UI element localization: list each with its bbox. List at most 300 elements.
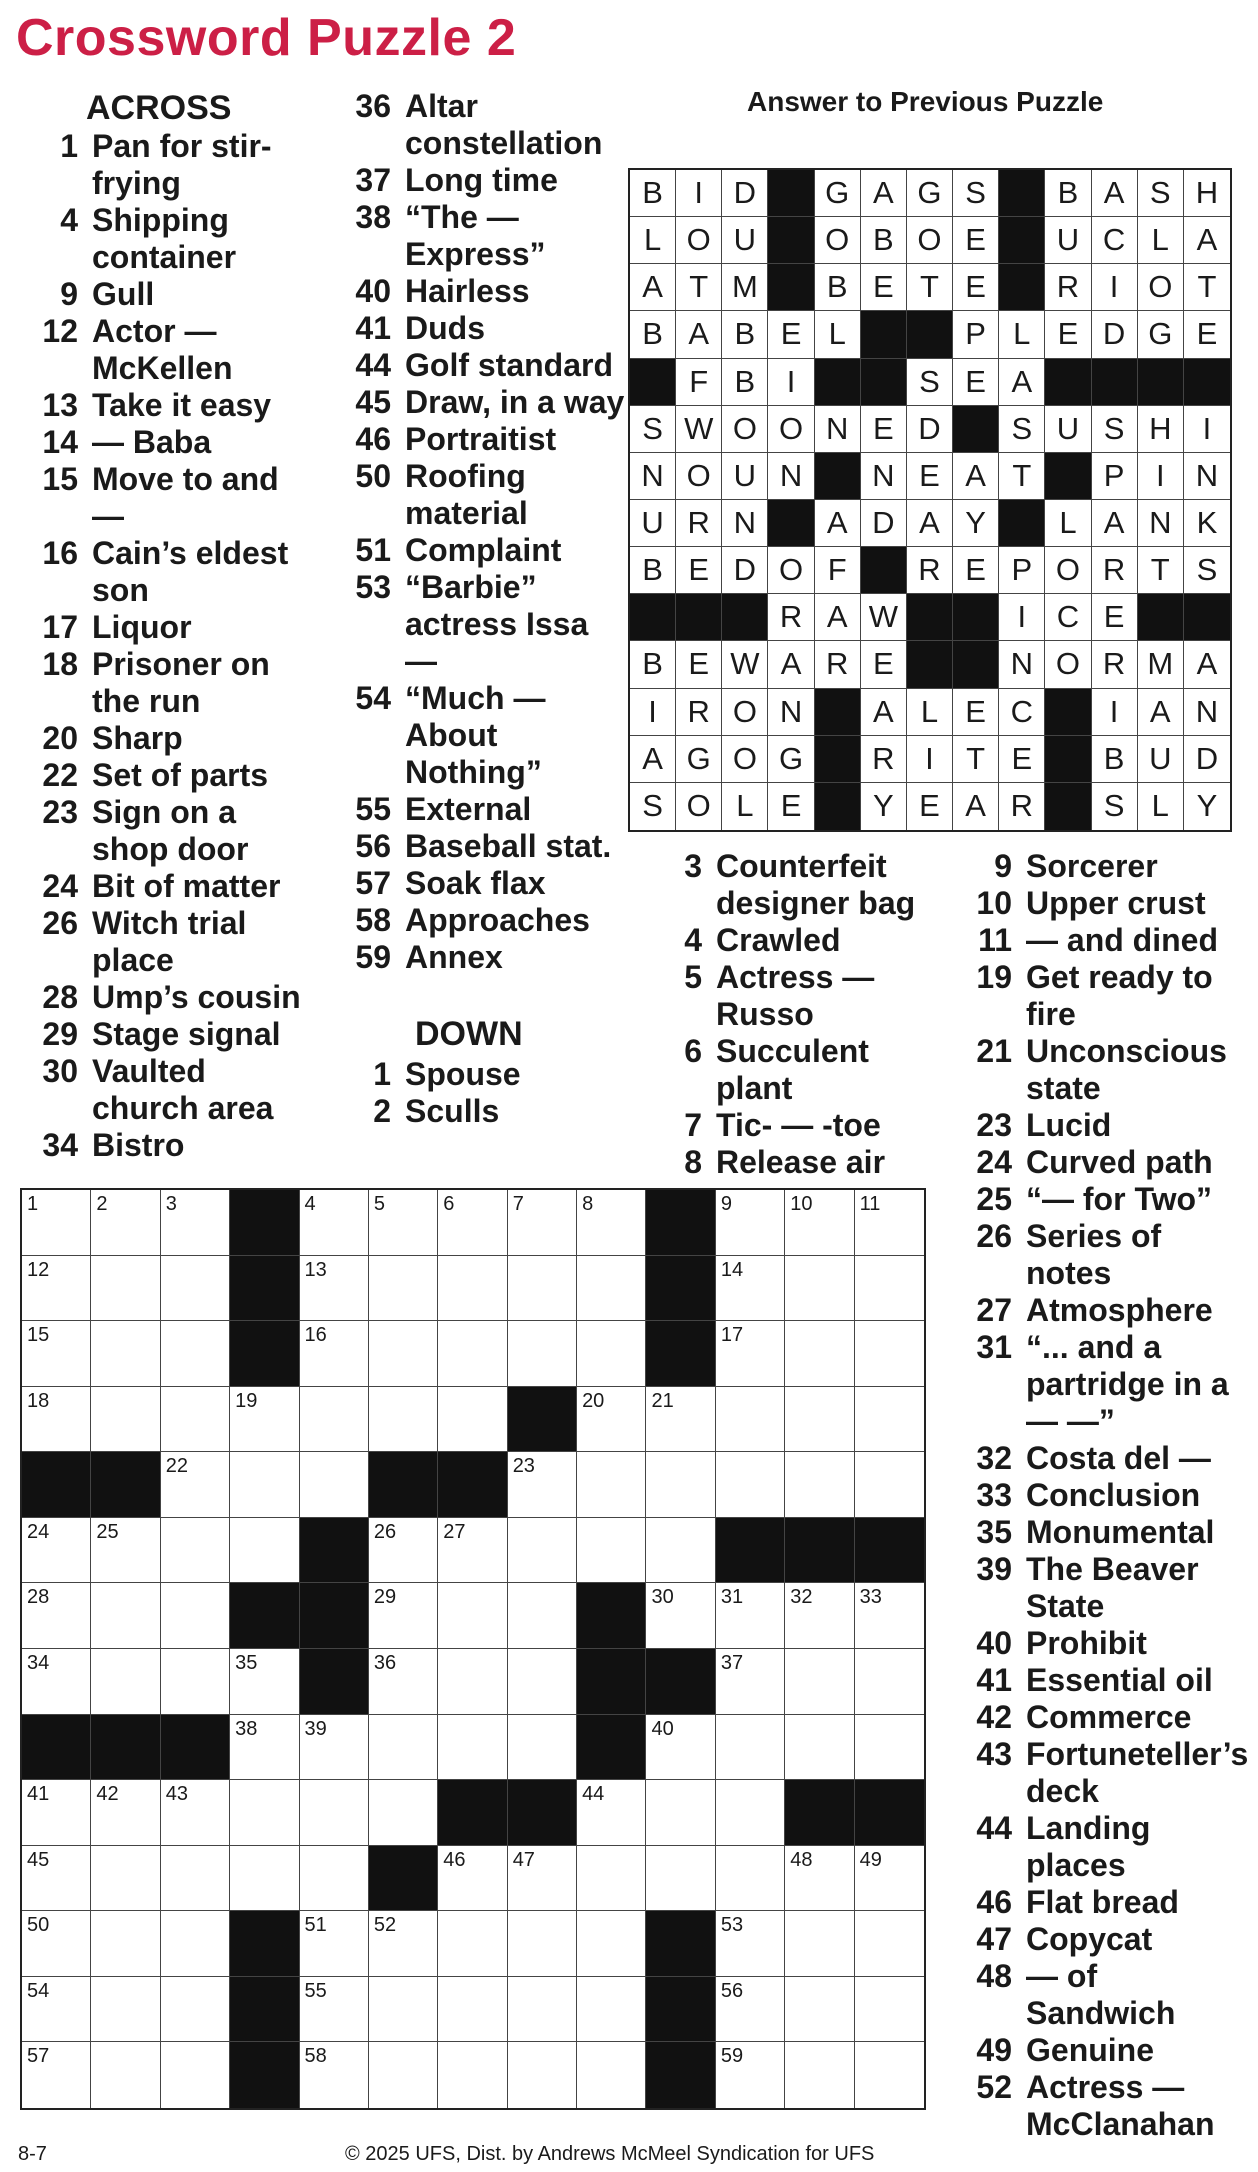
cell-number: 35 [235, 1651, 258, 1674]
grid-cell[interactable] [716, 1977, 785, 2043]
grid-cell[interactable] [230, 1846, 299, 1912]
cell-number: 34 [27, 1651, 50, 1674]
cell-number: 30 [651, 1586, 674, 1609]
clue-item [327, 828, 627, 865]
answer-cell: I [999, 594, 1045, 641]
grid-cell[interactable] [22, 1387, 91, 1453]
clue-item [327, 384, 627, 421]
cell-number: 24 [27, 1520, 50, 1543]
clue-text: Ump’s cousin [92, 979, 301, 1015]
grid-block [508, 1780, 577, 1846]
grid-cell[interactable] [855, 1715, 924, 1781]
grid-cell[interactable] [785, 1321, 854, 1387]
grid-cell[interactable] [369, 1387, 438, 1453]
grid-cell[interactable] [855, 1256, 924, 1322]
grid-cell[interactable] [369, 1649, 438, 1715]
clue-number: 26 [976, 1218, 1012, 1254]
grid-cell[interactable] [300, 1846, 369, 1912]
grid-cell[interactable] [230, 1452, 299, 1518]
grid-cell[interactable] [785, 1583, 854, 1649]
grid-cell[interactable] [369, 1256, 438, 1322]
clue-item [14, 1016, 314, 1053]
cell-number: 29 [373, 1586, 397, 1609]
grid-cell[interactable] [22, 1780, 91, 1846]
answer-cell: G [676, 736, 722, 783]
answer-cell: S [953, 170, 999, 217]
grid-cell[interactable] [300, 1911, 369, 1977]
answer-cell: B [630, 547, 676, 594]
grid-cell[interactable] [161, 1583, 230, 1649]
grid-cell[interactable] [855, 1387, 924, 1453]
clue-text: Actor — McKellen [92, 313, 233, 386]
grid-cell[interactable] [161, 1256, 230, 1322]
grid-cell[interactable] [577, 1321, 646, 1387]
grid-cell[interactable] [438, 1321, 507, 1387]
grid-cell[interactable] [91, 1780, 160, 1846]
answer-cell: R [1045, 264, 1091, 311]
cell-number: 22 [165, 1455, 189, 1478]
cell-number: 2 [96, 1193, 108, 1215]
cell-number: 41 [27, 1783, 50, 1806]
grid-cell[interactable] [300, 1387, 369, 1453]
grid-cell[interactable] [716, 1321, 785, 1387]
grid-cell[interactable] [508, 2042, 577, 2108]
grid-cell[interactable] [161, 1190, 230, 1256]
down-column-3 [948, 848, 1253, 2143]
clue-text: Release air [716, 1144, 886, 1180]
answer-cell: A [630, 264, 676, 311]
cell-number: 19 [235, 1389, 258, 1412]
clue-item [327, 939, 627, 976]
grid-cell[interactable] [855, 1846, 924, 1912]
answer-cell: L [1138, 217, 1184, 264]
grid-cell[interactable] [577, 1387, 646, 1453]
grid-block [300, 1649, 369, 1715]
grid-cell[interactable] [855, 1190, 924, 1256]
answer-cell: K [1184, 500, 1230, 547]
grid-cell[interactable] [785, 1977, 854, 2043]
clue-text: Sorcerer [1026, 848, 1158, 884]
grid-cell[interactable] [161, 1649, 230, 1715]
grid-cell[interactable] [438, 1190, 507, 1256]
cell-number: 32 [790, 1586, 813, 1609]
grid-cell[interactable] [577, 1518, 646, 1584]
grid-cell[interactable] [716, 1715, 785, 1781]
grid-cell[interactable] [716, 2042, 785, 2108]
grid-cell[interactable] [161, 2042, 230, 2108]
grid-cell[interactable] [855, 1911, 924, 1977]
grid-block [369, 1846, 438, 1912]
grid-cell[interactable] [716, 1387, 785, 1453]
answer-cell: W [676, 406, 722, 453]
grid-cell[interactable] [785, 1387, 854, 1453]
grid-cell[interactable] [300, 1780, 369, 1846]
grid-cell[interactable] [508, 1977, 577, 2043]
grid-cell[interactable] [230, 1649, 299, 1715]
grid-cell[interactable] [855, 1977, 924, 2043]
grid-cell[interactable] [716, 1780, 785, 1846]
grid-cell[interactable] [577, 1911, 646, 1977]
clue-item [327, 791, 627, 828]
clue-item [948, 1477, 1253, 1514]
grid-cell[interactable] [855, 1321, 924, 1387]
grid-cell[interactable] [785, 1649, 854, 1715]
clue-number: 9 [994, 848, 1012, 884]
answer-heading: Answer to Previous Puzzle [747, 86, 1104, 117]
grid-cell[interactable] [646, 1780, 715, 1846]
grid-cell[interactable] [91, 1518, 160, 1584]
cell-number: 38 [235, 1717, 258, 1740]
grid-cell[interactable] [577, 1256, 646, 1322]
grid-cell[interactable] [161, 1452, 230, 1518]
clue-item [948, 2032, 1253, 2069]
grid-cell[interactable] [855, 1649, 924, 1715]
grid-cell[interactable] [438, 1649, 507, 1715]
clue-number: 42 [976, 1699, 1012, 1735]
clue-item [948, 922, 1253, 959]
grid-cell[interactable] [438, 1977, 507, 2043]
clue-text: “Barbie” actress Issa — [405, 569, 589, 679]
grid-cell[interactable] [91, 1846, 160, 1912]
answer-cell: E [861, 264, 907, 311]
grid-cell[interactable] [855, 1583, 924, 1649]
cell-number: 5 [373, 1193, 386, 1215]
grid-cell[interactable] [646, 1452, 715, 1518]
cell-number: 15 [27, 1324, 50, 1347]
clue-text: Spouse [405, 1056, 521, 1092]
clue-number: 20 [42, 720, 78, 756]
grid-cell[interactable] [577, 1190, 646, 1256]
grid-cell[interactable] [22, 1583, 91, 1649]
clue-number: 22 [42, 757, 78, 793]
grid-cell[interactable] [22, 1321, 91, 1387]
grid-cell[interactable] [22, 1649, 91, 1715]
grid-cell[interactable] [22, 1190, 91, 1256]
clue-number: 4 [60, 202, 78, 238]
answer-cell: E [953, 217, 999, 264]
clue-item [327, 680, 627, 791]
grid-cell[interactable] [300, 1715, 369, 1781]
grid-cell[interactable] [716, 1256, 785, 1322]
grid-cell[interactable] [369, 1321, 438, 1387]
grid-cell[interactable] [91, 1321, 160, 1387]
answer-cell: R [676, 689, 722, 736]
answer-cell: E [907, 453, 953, 500]
grid-cell[interactable] [785, 1715, 854, 1781]
cell-number: 23 [512, 1455, 535, 1478]
clue-number: 19 [976, 959, 1012, 995]
grid-cell[interactable] [369, 1190, 438, 1256]
grid-cell[interactable] [785, 1190, 854, 1256]
across-clue-list-2 [327, 88, 627, 976]
answer-cell: G [768, 736, 814, 783]
clue-text: “... and a partridge in a — —” [1026, 1329, 1229, 1439]
answer-cell: C [999, 689, 1045, 736]
answer-cell: G [815, 170, 861, 217]
answer-cell: E [953, 689, 999, 736]
cell-number: 18 [27, 1389, 50, 1412]
grid-cell[interactable] [300, 2042, 369, 2108]
grid-block [230, 1977, 299, 2043]
answer-cell: I [907, 736, 953, 783]
grid-cell[interactable] [369, 1715, 438, 1781]
grid-cell[interactable] [577, 1846, 646, 1912]
grid-cell[interactable] [438, 1846, 507, 1912]
grid-cell[interactable] [230, 1387, 299, 1453]
clue-text: Counterfeit designer bag [716, 848, 916, 921]
grid-cell[interactable] [369, 1911, 438, 1977]
grid-cell[interactable] [716, 1911, 785, 1977]
answer-cell: D [861, 500, 907, 547]
clue-text: Move to and — [92, 461, 279, 534]
grid-cell[interactable] [230, 1780, 299, 1846]
grid-cell[interactable] [161, 1780, 230, 1846]
answer-block [722, 594, 768, 641]
clue-number: 41 [976, 1662, 1012, 1698]
answer-cell: L [1045, 500, 1091, 547]
grid-cell[interactable] [22, 2042, 91, 2108]
answer-cell: S [1138, 170, 1184, 217]
answer-cell: N [630, 453, 676, 500]
clue-text: Actress — Russo [716, 959, 875, 1032]
grid-cell[interactable] [716, 1452, 785, 1518]
cell-number: 4 [304, 1193, 316, 1215]
grid-cell[interactable] [369, 1583, 438, 1649]
answer-block [861, 359, 907, 406]
cell-number: 57 [27, 2045, 50, 2068]
grid-cell[interactable] [577, 1977, 646, 2043]
grid-cell[interactable] [161, 1387, 230, 1453]
grid-cell[interactable] [716, 1190, 785, 1256]
grid-cell[interactable] [508, 1256, 577, 1322]
grid-cell[interactable] [508, 1518, 577, 1584]
grid-cell[interactable] [369, 2042, 438, 2108]
clue-number: 4 [684, 922, 702, 958]
answer-cell: N [999, 641, 1045, 688]
answer-cell: O [1045, 641, 1091, 688]
grid-cell[interactable] [300, 1190, 369, 1256]
grid-cell[interactable] [577, 1452, 646, 1518]
answer-cell: N [768, 689, 814, 736]
answer-cell: A [815, 500, 861, 547]
grid-cell[interactable] [508, 1846, 577, 1912]
grid-cell[interactable] [230, 1518, 299, 1584]
cell-number: 56 [720, 1979, 744, 2002]
answer-block [768, 500, 814, 547]
grid-cell[interactable] [646, 1846, 715, 1912]
grid-cell[interactable] [22, 1518, 91, 1584]
grid-block [855, 1780, 924, 1846]
clue-text: Conclusion [1026, 1477, 1201, 1513]
answer-block [630, 594, 676, 641]
answer-block [1092, 359, 1138, 406]
grid-cell[interactable] [646, 1518, 715, 1584]
answer-cell: R [815, 641, 861, 688]
grid-cell[interactable] [91, 1911, 160, 1977]
grid-cell[interactable] [91, 1256, 160, 1322]
grid-cell[interactable] [91, 1387, 160, 1453]
grid-cell[interactable] [369, 1518, 438, 1584]
grid-cell[interactable] [300, 1256, 369, 1322]
grid-cell[interactable] [577, 2042, 646, 2108]
answer-cell: E [861, 641, 907, 688]
grid-cell[interactable] [785, 1846, 854, 1912]
grid-cell[interactable] [438, 1256, 507, 1322]
grid-cell[interactable] [22, 1977, 91, 2043]
grid-cell[interactable] [438, 1518, 507, 1584]
answer-cell: I [1092, 689, 1138, 736]
grid-cell[interactable] [508, 1583, 577, 1649]
answer-cell: N [1138, 500, 1184, 547]
answer-cell: B [1045, 170, 1091, 217]
grid-cell[interactable] [91, 2042, 160, 2108]
grid-block [646, 1256, 715, 1322]
grid-cell[interactable] [438, 1583, 507, 1649]
answer-cell: P [1092, 453, 1138, 500]
grid-cell[interactable] [369, 1780, 438, 1846]
grid-cell[interactable] [785, 1911, 854, 1977]
clue-number: 29 [42, 1016, 78, 1052]
grid-cell[interactable] [438, 1911, 507, 1977]
grid-cell[interactable] [161, 1911, 230, 1977]
clue-number: 38 [355, 199, 391, 235]
grid-cell[interactable] [855, 2042, 924, 2108]
clue-item [638, 1144, 938, 1181]
clue-text: Approaches [405, 902, 590, 938]
grid-cell[interactable] [785, 2042, 854, 2108]
grid-cell[interactable] [369, 1977, 438, 2043]
grid-cell[interactable] [91, 1190, 160, 1256]
clue-item [948, 1884, 1253, 1921]
grid-cell[interactable] [438, 2042, 507, 2108]
clue-text: Copycat [1026, 1921, 1153, 1957]
clue-item [948, 1514, 1253, 1551]
grid-cell[interactable] [161, 1977, 230, 2043]
grid-cell[interactable] [161, 1321, 230, 1387]
grid-cell[interactable] [716, 1583, 785, 1649]
clue-number: 46 [355, 421, 391, 457]
grid-cell[interactable] [161, 1846, 230, 1912]
clue-number: 44 [976, 1810, 1012, 1846]
grid-cell[interactable] [508, 1190, 577, 1256]
answer-cell: E [1092, 594, 1138, 641]
clue-text: Annex [405, 939, 503, 975]
answer-cell: O [1138, 264, 1184, 311]
clue-number: 24 [42, 868, 78, 904]
answer-block [861, 547, 907, 594]
grid-cell[interactable] [300, 1977, 369, 2043]
grid-cell[interactable] [300, 1452, 369, 1518]
answer-block [815, 736, 861, 783]
grid-cell[interactable] [646, 1583, 715, 1649]
clue-text: Altar constellation [405, 88, 603, 161]
clue-number: 23 [42, 794, 78, 830]
answer-cell: A [1092, 170, 1138, 217]
answer-cell: O [722, 689, 768, 736]
clue-text: Succulent plant [716, 1033, 869, 1106]
grid-cell[interactable] [508, 1321, 577, 1387]
answer-block [1045, 783, 1091, 830]
grid-cell[interactable] [161, 1518, 230, 1584]
clue-number: 26 [42, 905, 78, 941]
clue-number: 33 [976, 1477, 1012, 1513]
across-clue-list-1 [14, 128, 314, 1164]
answer-cell: N [768, 453, 814, 500]
grid-cell[interactable] [785, 1452, 854, 1518]
clue-number: 57 [355, 865, 391, 901]
answer-cell: T [1138, 547, 1184, 594]
crossword-grid[interactable] [20, 1188, 926, 2110]
clue-item [14, 979, 314, 1016]
grid-cell[interactable] [300, 1321, 369, 1387]
answer-cell: R [1092, 547, 1138, 594]
clue-text: Set of parts [92, 757, 269, 793]
down-column-2 [638, 848, 938, 1181]
answer-cell: T [999, 453, 1045, 500]
grid-cell[interactable] [577, 1780, 646, 1846]
answer-block [999, 217, 1045, 264]
clue-item [327, 532, 627, 569]
grid-cell[interactable] [646, 1715, 715, 1781]
clue-number: 59 [355, 939, 391, 975]
clue-item [948, 1921, 1253, 1958]
grid-block [300, 1518, 369, 1584]
answer-cell: I [676, 170, 722, 217]
grid-cell[interactable] [508, 1649, 577, 1715]
grid-cell[interactable] [22, 1256, 91, 1322]
grid-cell[interactable] [716, 1649, 785, 1715]
cell-number: 36 [373, 1651, 397, 1674]
grid-cell[interactable] [91, 1583, 160, 1649]
grid-cell[interactable] [22, 1911, 91, 1977]
grid-cell[interactable] [438, 1387, 507, 1453]
answer-cell: C [1045, 594, 1091, 641]
grid-cell[interactable] [716, 1846, 785, 1912]
clue-number: 50 [355, 458, 391, 494]
grid-cell[interactable] [22, 1846, 91, 1912]
clue-number: 35 [976, 1514, 1012, 1550]
clue-number: 6 [684, 1033, 702, 1069]
grid-cell[interactable] [91, 1649, 160, 1715]
clue-item [638, 1107, 938, 1144]
grid-cell[interactable] [438, 1715, 507, 1781]
clue-text: Portraitist [405, 421, 557, 457]
answer-cell: A [1184, 217, 1230, 264]
grid-block [230, 1190, 299, 1256]
answer-cell: A [953, 783, 999, 830]
clue-text: Landing places [1026, 1810, 1151, 1883]
answer-cell: D [907, 406, 953, 453]
answer-cell: U [630, 500, 676, 547]
clue-number: 51 [355, 532, 391, 568]
answer-cell: L [999, 311, 1045, 358]
grid-cell[interactable] [508, 1911, 577, 1977]
grid-cell[interactable] [646, 1387, 715, 1453]
clue-text: Complaint [405, 532, 562, 568]
grid-cell[interactable] [855, 1452, 924, 1518]
clue-item [14, 535, 314, 609]
grid-cell[interactable] [230, 1715, 299, 1781]
grid-block [577, 1583, 646, 1649]
clue-item [327, 902, 627, 939]
grid-cell[interactable] [508, 1452, 577, 1518]
grid-cell[interactable] [508, 1715, 577, 1781]
clue-text: Lucid [1026, 1107, 1112, 1143]
answer-cell: O [768, 547, 814, 594]
clue-item [14, 1127, 314, 1164]
grid-cell[interactable] [91, 1977, 160, 2043]
grid-cell[interactable] [785, 1256, 854, 1322]
